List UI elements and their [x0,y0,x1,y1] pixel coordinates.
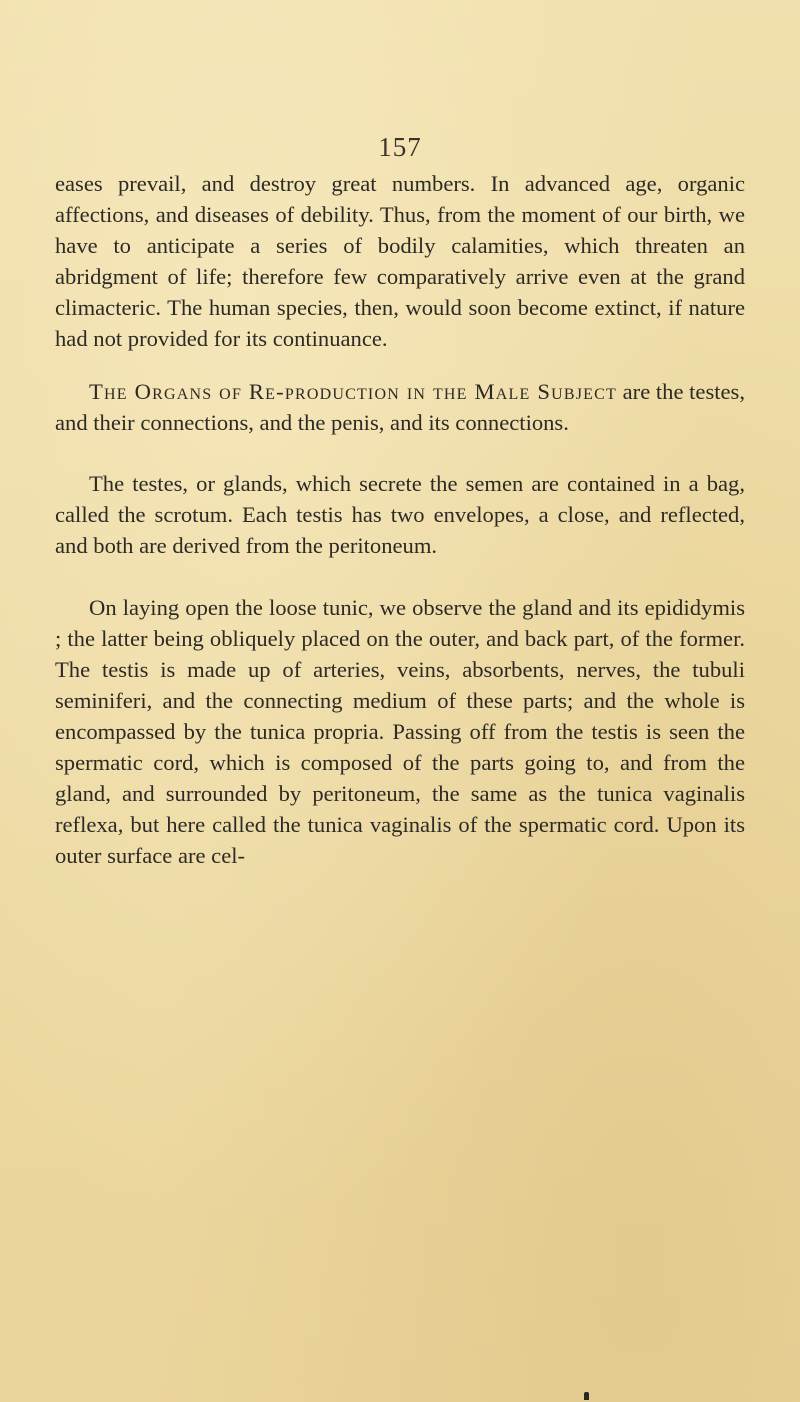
paragraph-organs-text: are the testes, and their connections, and the penis, and its connections. [55,379,745,435]
page-edge-mark [584,1392,589,1400]
paragraph-continuation: eases prevail, and destroy great numbers. In advanced age, organic affections, and diseases of debility. Thus, from the moment of our birth, we have to anticipate a series of bodily calamities, which threaten an abridgment of life; therefore few comparatively arrive even at the grand climacteric. The human species, then, would soon become extinct, if nature had not provided for its continuance. [55,171,745,351]
paragraph-organs [55,376,745,438]
paragraph-testes: The testes, or glands, which secrete the semen are contained in a bag, called the scrotum. Each testis has two envelopes, a close, and reflected, and both are derived from the peritoneum. [55,471,745,558]
body-text [55,168,745,871]
page-number: 157 [378,132,422,162]
paragraph-tunic: On laying open the loose tunic, we observe the gland and its epididymis ; the latter being obliquely placed on the outer, and back part, of the former. The testis is made up of arteries, veins, absorbents, nerves, the tubuli seminiferi, and the connecting medium of these parts; and the whole is encompassed by the tunica propria. Passing off from the testis is seen the spermatic cord, which is composed of the parts going to, and from the gland, and surrounded by peritoneum, the same as the tunica vaginalis reflexa, but here called the tunica vaginalis of the spermatic cord. Upon its outer surface are cel- [55,595,745,868]
section-heading: The Organs of Re-production in the Male Subject [89,379,617,404]
